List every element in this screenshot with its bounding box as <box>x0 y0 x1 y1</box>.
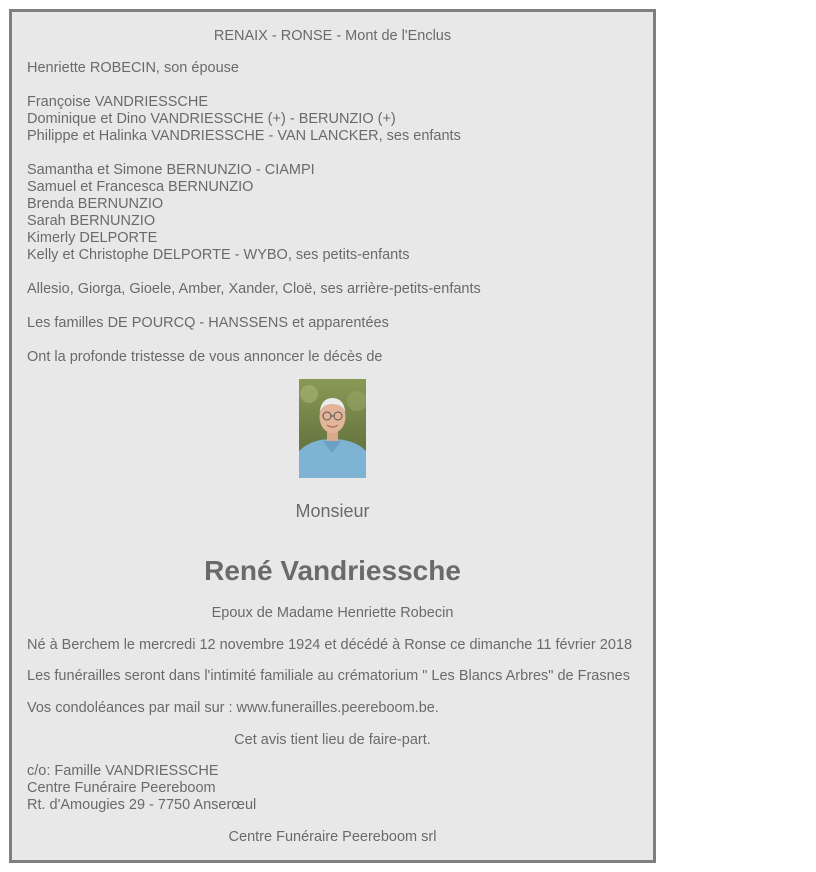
location-header: RENAIX - RONSE - Mont de l'Enclus <box>213 28 452 44</box>
grandchildren-line: Brenda BERNUNZIO <box>27 196 164 212</box>
children-line: Françoise VANDRIESSCHE <box>27 94 209 110</box>
deceased-title: Monsieur <box>295 501 370 521</box>
children-line: Dominique et Dino VANDRIESSCHE (+) - BERUNZIO (+) <box>27 111 396 127</box>
obituary-card <box>9 9 656 863</box>
grandchildren-line: Kelly et Christophe DELPORTE - WYBO, ses petits-enfants <box>27 247 410 263</box>
children-line: Philippe et Halinka VANDRIESSCHE - VAN LANCKER, ses enfants <box>27 128 461 144</box>
notice-line: Cet avis tient lieu de faire-part. <box>234 732 431 748</box>
families-line: Les familles DE POURCQ - HANSSENS et apparentées <box>27 315 389 331</box>
contact-line: c/o: Famille VANDRIESSCHE <box>27 763 219 779</box>
deceased-portrait-photo <box>299 379 366 478</box>
grandchildren-line: Samantha et Simone BERNUNZIO - CIAMPI <box>27 162 315 178</box>
birth-death-dates: Né à Berchem le mercredi 12 novembre 1924 et décédé à Ronse ce dimanche 11 février 2018 <box>27 637 633 653</box>
funeral-info: Les funérailles seront dans l'intimité familiale au crématorium " Les Blancs Arbres" de Frasnes <box>27 668 630 684</box>
footer-line: Centre Funéraire Peereboom srl <box>228 829 437 845</box>
grandchildren-line: Kimerly DELPORTE <box>27 230 158 246</box>
spouse-line: Henriette ROBECIN, son épouse <box>27 60 239 76</box>
grandchildren-line: Sarah BERNUNZIO <box>27 213 156 229</box>
grandchildren-line: Samuel et Francesca BERNUNZIO <box>27 179 254 195</box>
great-grandchildren-line: Allesio, Giorga, Gioele, Amber, Xander, Cloë, ses arrière-petits-enfants <box>27 281 481 297</box>
condolences-line: Vos condoléances par mail sur : www.funerailles.peereboom.be. <box>27 700 439 716</box>
contact-line: Rt. d'Amougies 29 - 7750 Anserœul <box>27 797 257 813</box>
spouse-of-line: Epoux de Madame Henriette Robecin <box>211 605 454 621</box>
deceased-name: René Vandriessche <box>204 555 461 586</box>
announcement-line: Ont la profonde tristesse de vous annoncer le décès de <box>27 349 383 365</box>
contact-line: Centre Funéraire Peereboom <box>27 780 216 796</box>
